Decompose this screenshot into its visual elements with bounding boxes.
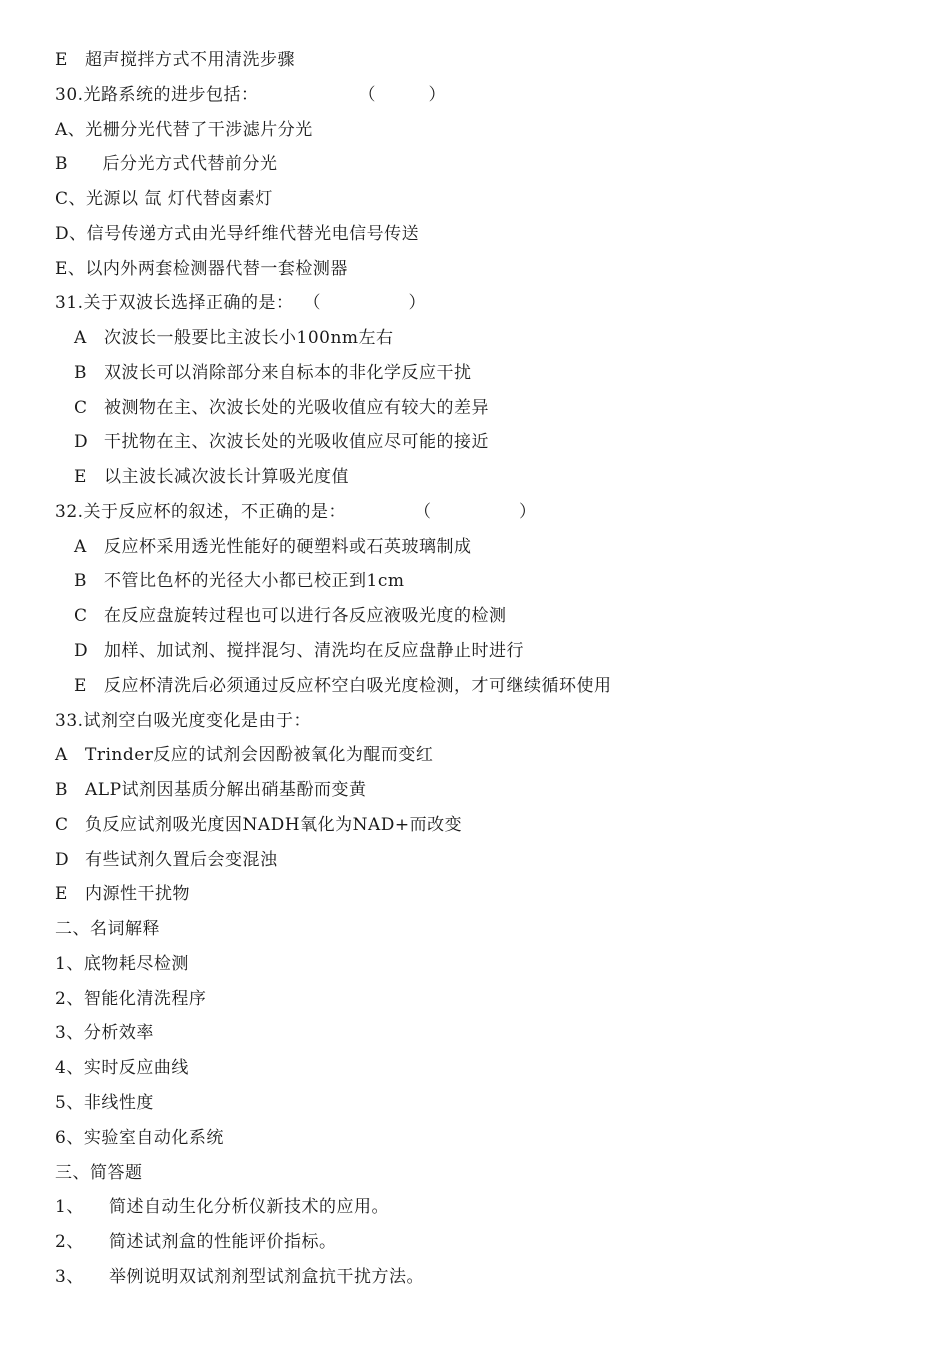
term-text: 5、非线性度 xyxy=(55,1092,154,1113)
option-mark: B xyxy=(55,780,68,801)
option-text: 内源性干扰物 xyxy=(85,884,190,905)
option-mark: D xyxy=(74,641,89,662)
question-text: 32.关于反应杯的叙述，不正确的是： xyxy=(55,501,347,522)
option-mark: E xyxy=(55,50,68,70)
item-text: 简述自动生化分析仪新技术的应用。 xyxy=(109,1197,389,1218)
option-mark: E xyxy=(55,884,68,905)
term-text: 2、智能化清洗程序 xyxy=(55,988,207,1009)
option-line xyxy=(55,877,915,912)
option-line xyxy=(55,147,915,182)
option-line xyxy=(55,217,915,252)
option-text: 反应杯采用透光性能好的硬塑料或石英玻璃制成 xyxy=(104,536,472,557)
term-line xyxy=(55,947,915,982)
option-text: 干扰物在主、次波长处的光吸收值应尽可能的接近 xyxy=(104,432,489,453)
short-answer-line xyxy=(55,1260,915,1295)
option-line xyxy=(55,43,915,78)
item-text: 简述试剂盒的性能评价指标。 xyxy=(109,1232,337,1253)
term-text: 1、底物耗尽检测 xyxy=(55,953,189,974)
option-text: 次波长一般要比主波长小100nm左右 xyxy=(104,328,394,349)
option-text: E、以内外两套检测器代替一套检测器 xyxy=(55,258,348,279)
option-line xyxy=(55,460,915,495)
option-line xyxy=(55,182,915,217)
option-text: 在反应盘旋转过程也可以进行各反应液吸光度的检测 xyxy=(104,606,507,627)
option-text: 超声搅拌方式不用清洗步骤 xyxy=(85,50,295,70)
question-text: 30.光路系统的进步包括： xyxy=(55,84,259,105)
option-mark: D xyxy=(55,849,70,870)
term-text: 6、实验室自动化系统 xyxy=(55,1127,224,1148)
term-line xyxy=(55,1016,915,1051)
option-text: 被测物在主、次波长处的光吸收值应有较大的差异 xyxy=(104,397,489,418)
option-text: 以主波长减次波长计算吸光度值 xyxy=(104,467,349,488)
question-line xyxy=(55,286,915,321)
option-mark: A xyxy=(74,536,87,557)
answer-blank: （ ） xyxy=(303,293,427,314)
option-mark: B xyxy=(74,362,87,383)
question-text: 31.关于双波长选择正确的是： xyxy=(55,293,294,314)
short-answer-line xyxy=(55,1225,915,1260)
term-line xyxy=(55,1051,915,1086)
item-text: 举例说明双试剂剂型试剂盒抗干扰方法。 xyxy=(109,1266,424,1287)
term-text: 4、实时反应曲线 xyxy=(55,1058,189,1079)
option-mark: A xyxy=(74,328,87,349)
option-line xyxy=(55,252,915,287)
option-text: 有些试剂久置后会变混浊 xyxy=(85,849,278,870)
option-line xyxy=(55,391,915,426)
answer-blank: （ ） xyxy=(358,84,447,105)
option-line xyxy=(55,113,915,148)
term-line xyxy=(55,982,915,1017)
question-line xyxy=(55,704,915,739)
option-mark: E xyxy=(74,467,87,488)
item-number: 2、 xyxy=(55,1232,84,1253)
option-mark: A xyxy=(55,745,68,766)
option-line xyxy=(55,843,915,878)
document-page xyxy=(55,43,915,1295)
section-heading-text: 三、简答题 xyxy=(55,1162,143,1183)
option-text: D、信号传递方式由光导纤维代替光电信号传送 xyxy=(55,223,420,244)
option-text: C、光源以 氙 灯代替卤素灯 xyxy=(55,189,273,210)
option-text: 反应杯清洗后必须通过反应杯空白吸光度检测，才可继续循环使用 xyxy=(104,675,612,696)
option-mark: B xyxy=(55,154,68,175)
option-text: ALP试剂因基质分解出硝基酚而变黄 xyxy=(85,780,367,801)
option-line xyxy=(55,599,915,634)
option-mark: B xyxy=(74,571,87,592)
question-line xyxy=(55,78,915,113)
item-number: 1、 xyxy=(55,1197,84,1218)
option-text: 加样、加试剂、搅拌混匀、清洗均在反应盘静止时进行 xyxy=(104,641,524,662)
section-heading-text: 二、名词解释 xyxy=(55,919,160,940)
option-line xyxy=(55,669,915,704)
option-line xyxy=(55,425,915,460)
term-text: 3、分析效率 xyxy=(55,1023,154,1044)
option-text: A、光栅分光代替了干涉滤片分光 xyxy=(55,119,313,140)
question-line xyxy=(55,495,915,530)
option-line xyxy=(55,356,915,391)
term-line xyxy=(55,1121,915,1156)
option-text: Trinder反应的试剂会因酚被氧化为醌而变红 xyxy=(85,745,434,766)
option-line xyxy=(55,321,915,356)
option-line xyxy=(55,530,915,565)
option-text: 双波长可以消除部分来自标本的非化学反应干扰 xyxy=(104,362,472,383)
option-line xyxy=(55,773,915,808)
option-mark: E xyxy=(74,675,87,696)
option-line xyxy=(55,564,915,599)
term-line xyxy=(55,1086,915,1121)
option-text: 后分光方式代替前分光 xyxy=(85,154,278,175)
option-text: 不管比色杯的光径大小都已校正到1cm xyxy=(104,571,405,592)
option-line xyxy=(55,634,915,669)
option-mark: C xyxy=(74,397,88,418)
item-number: 3、 xyxy=(55,1266,84,1287)
option-mark: D xyxy=(74,432,89,453)
question-text: 33.试剂空白吸光度变化是由于： xyxy=(55,710,312,731)
section-heading xyxy=(55,1156,915,1191)
option-mark: C xyxy=(55,814,69,835)
option-text: 负反应试剂吸光度因NADH氧化为NAD+而改变 xyxy=(85,814,463,835)
short-answer-line xyxy=(55,1190,915,1225)
section-heading xyxy=(55,912,915,947)
option-mark: C xyxy=(74,606,88,627)
option-line xyxy=(55,738,915,773)
answer-blank: （ ） xyxy=(414,501,537,522)
option-line xyxy=(55,808,915,843)
